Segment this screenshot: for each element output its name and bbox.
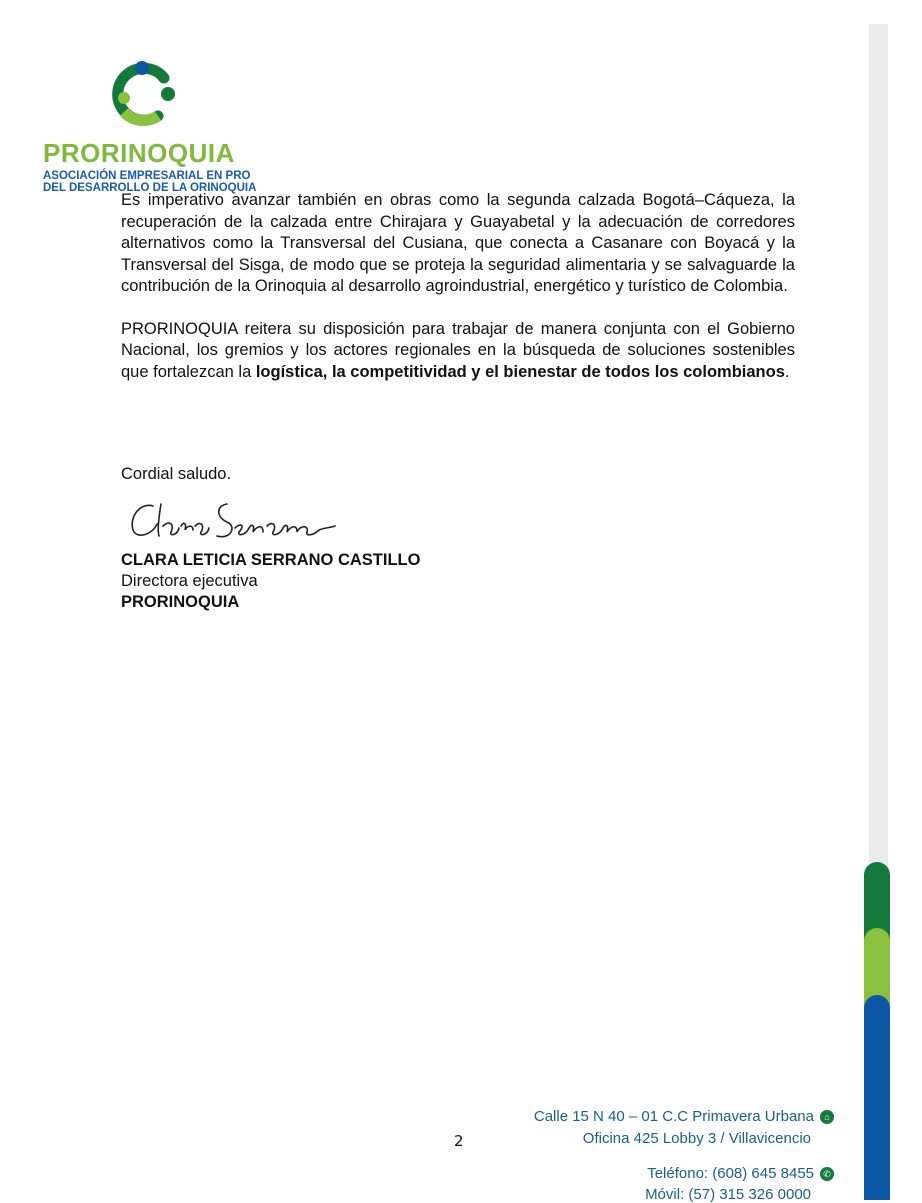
handwritten-signature xyxy=(123,496,343,548)
signer-organization: PRORINOQUIA xyxy=(121,593,240,611)
page-number: 2 xyxy=(454,1132,464,1150)
footer-phone-text: Teléfono: (608) 645 8455 xyxy=(647,1165,814,1182)
signer-block xyxy=(121,550,420,613)
paragraph-2-text: PRORINOQUIA reitera su disposición para trabajar de manera conjunta con el Gobierno Nacional, los gremios y los actores regionales en la búsqueda de soluciones sostenibles que fortalezcan la xyxy=(121,319,795,381)
logo-mark-icon xyxy=(106,58,184,132)
prorinoquia-logo xyxy=(40,58,257,198)
footer-phone xyxy=(647,1165,834,1182)
side-bar-blue xyxy=(864,995,890,1200)
greeting: Cordial saludo. xyxy=(121,465,232,483)
home-icon: ⌂ xyxy=(820,1110,834,1124)
paragraph-2 xyxy=(121,319,795,384)
letter-body xyxy=(121,190,795,383)
paragraph-2-bold: logística, la competitividad y el bienestar de todos los colombianos xyxy=(255,362,785,381)
footer-address-line1 xyxy=(534,1108,834,1125)
paragraph-2-end: . xyxy=(784,362,790,381)
paragraph-1: Es imperativo avanzar también en obras como la segunda calzada Bogotá–Cáqueza, la recuperación de la calzada entre Chirajara y Guayabetal y la adecuación de corredores alternativos como la Transversal del Cusiana, que conecta a Casanare con Boyacá y la Transversal del Sisga, de modo que se proteja la seguridad alimentaria y se salvaguarde la contribución de la Orinoquia al desarrollo agroindustrial, energético y turístico de Colombia. xyxy=(121,191,795,295)
signer-name: CLARA LETICIA SERRANO CASTILLO xyxy=(121,551,421,569)
signer-role: Directora ejecutiva xyxy=(121,572,258,590)
footer-address-line2: Oficina 425 Lobby 3 / Villavicencio xyxy=(582,1130,811,1147)
logo-tagline-line1: ASOCIACIÓN EMPRESARIAL EN PRO xyxy=(43,170,251,182)
footer-address-line1-text: Calle 15 N 40 – 01 C.C Primavera Urbana xyxy=(533,1108,814,1125)
footer-mobile: Móvil: (57) 315 326 0000 xyxy=(645,1186,811,1203)
logo-tagline-line2: DEL DESARROLLO DE LA ORINOQUIA xyxy=(43,182,257,194)
logo-name: PRORINOQUIA xyxy=(43,138,235,168)
phone-icon: ✆ xyxy=(820,1167,834,1181)
